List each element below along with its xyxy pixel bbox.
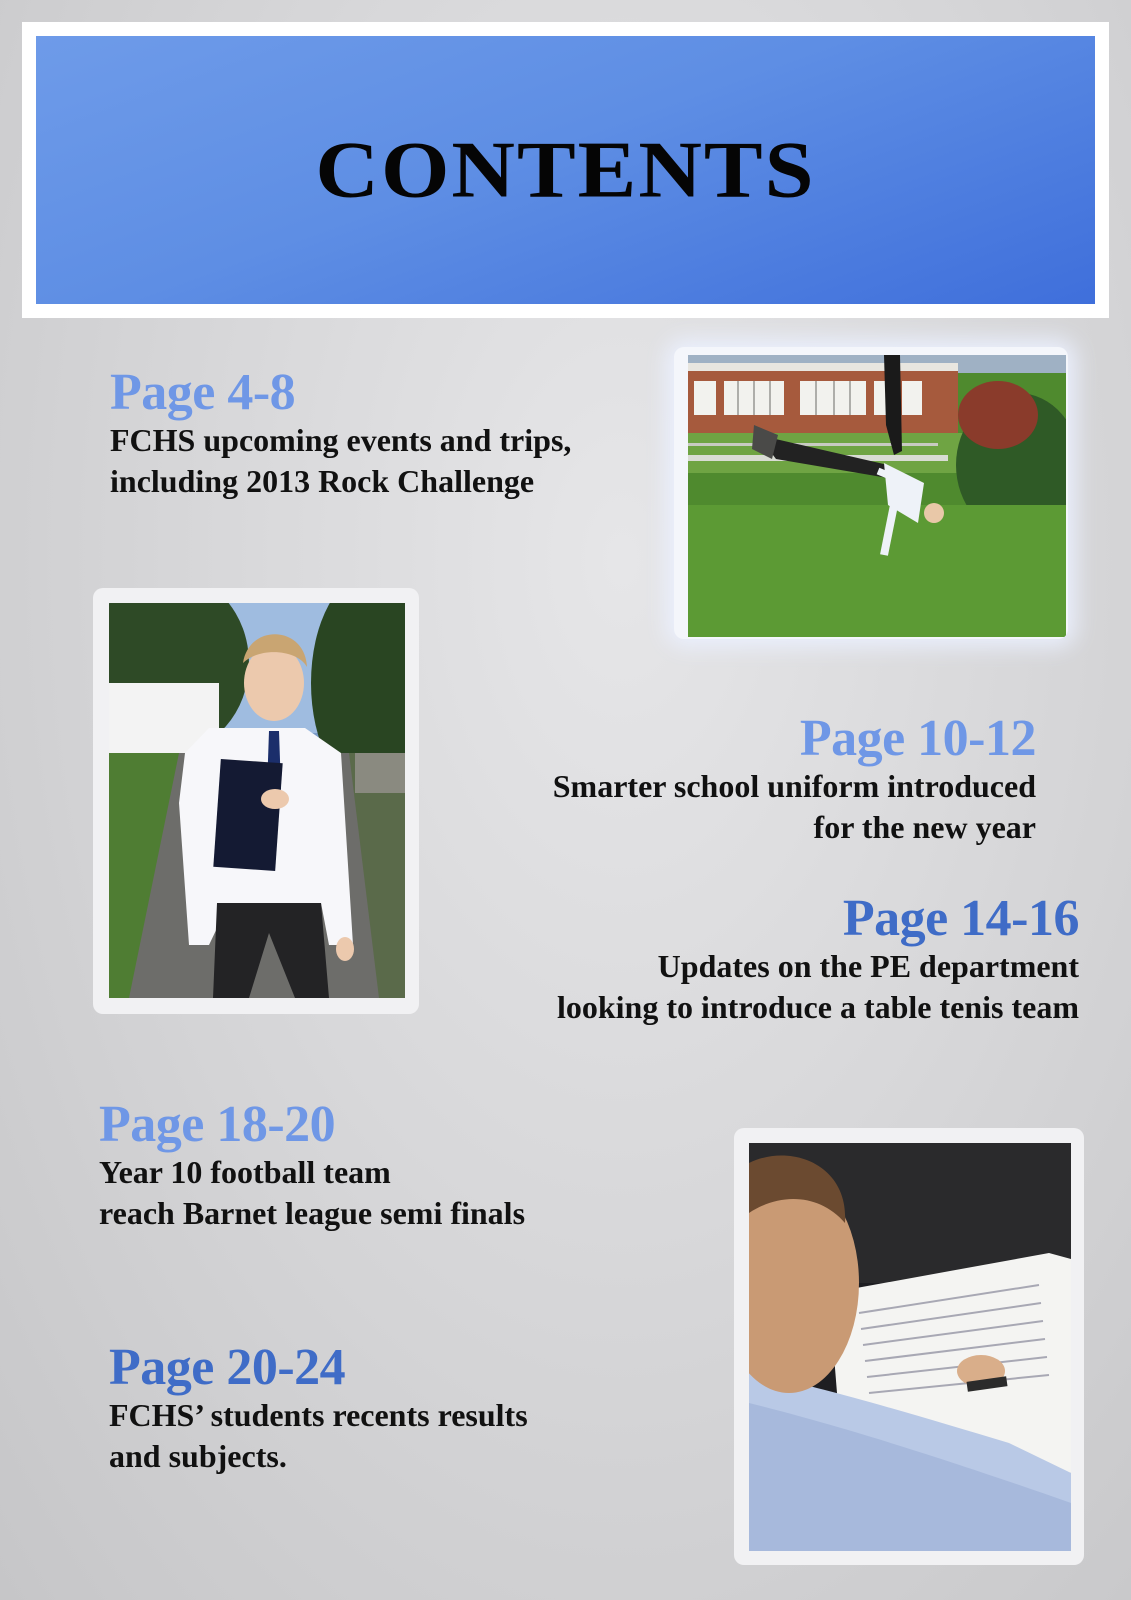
section-page-14-16 xyxy=(557,892,1079,1028)
banner-panel xyxy=(36,36,1095,304)
section-title: Page 10-12 xyxy=(799,710,1036,767)
uniform-student-illustration xyxy=(109,603,405,998)
section-title: Page 20-24 xyxy=(109,1339,346,1396)
section-title: Page 14-16 xyxy=(842,890,1079,947)
section-page-20-24 xyxy=(109,1341,528,1477)
section-title: Page 4-8 xyxy=(110,364,296,421)
section-description: Updates on the PE department looking to introduce a table tenis team xyxy=(556,948,1079,1025)
section-title: Page 18-20 xyxy=(99,1096,336,1153)
section-description: FCHS’ students recents results and subjects. xyxy=(109,1397,528,1474)
section-page-18-20 xyxy=(99,1098,525,1234)
photo-student-reading xyxy=(734,1128,1084,1565)
photo-uniform-student xyxy=(93,588,419,1014)
page-title: CONTENTS xyxy=(315,125,816,215)
student-reading-illustration xyxy=(749,1143,1071,1551)
photo-handstand xyxy=(674,347,1068,639)
section-page-10-12 xyxy=(553,712,1036,848)
section-description: FCHS upcoming events and trips, including 2013 Rock Challenge xyxy=(110,422,572,499)
section-description: Smarter school uniform introduced for the new year xyxy=(552,768,1036,845)
contents-banner xyxy=(22,22,1109,318)
section-description: Year 10 football team reach Barnet league semi finals xyxy=(99,1154,526,1231)
section-page-4-8 xyxy=(110,366,571,502)
handstand-illustration xyxy=(688,355,1066,637)
